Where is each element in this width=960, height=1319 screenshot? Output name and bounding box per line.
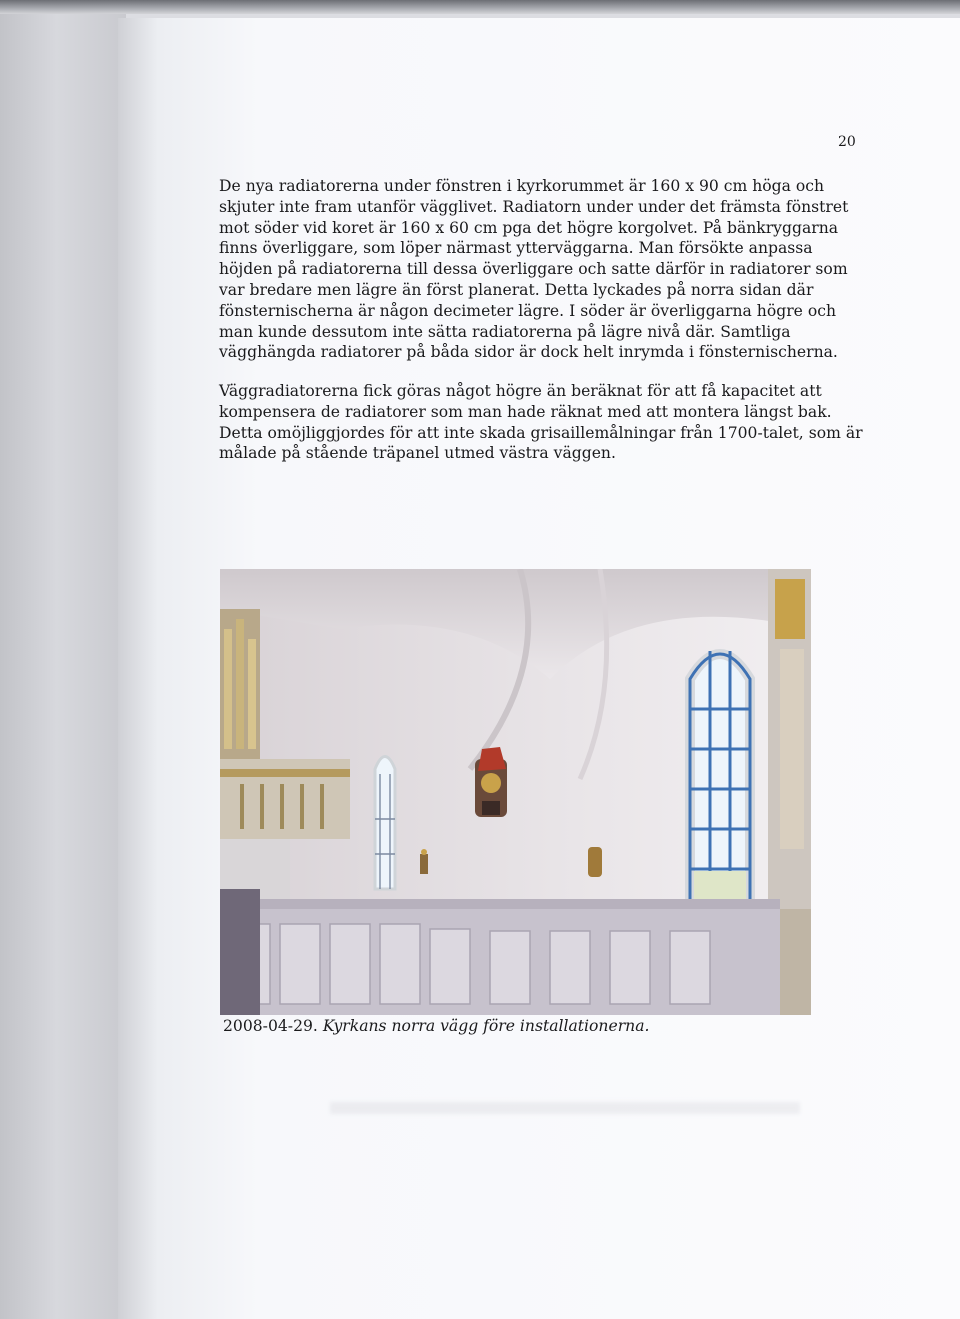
page-number: 20 (838, 134, 856, 150)
caption-date: 2008-04-29. (223, 1017, 318, 1035)
scan-top-edge (0, 0, 960, 14)
bleed-through-shadow (330, 1102, 800, 1114)
book-spine-shadow (0, 14, 126, 1319)
small-sconce-left (420, 849, 428, 874)
paragraph-wall-radiators: Väggradiatorerna fick göras något högre än beräknat för att få kapacitet att kompensera de radiatorer som man hade räknat med att montera längst bak. Detta omöjliggjordes för att inte skada grisaillemålningar från 1700-talet, som är målade på stående träpanel utmed västra väggen. (219, 382, 863, 463)
small-sconce-right (588, 847, 602, 877)
church-interior-photo (220, 569, 811, 1015)
paragraph-radiators: De nya radiatorerna under fönstren i kyrkorummet är 160 x 90 cm höga och skjuter inte fram utanför vägglivet. Radiatorn under under det främsta fönstret mot söder vid koret är 160 x 60 cm pga det högre korgolvet. På bänkryggarna finns överliggare, som löper närmast ytterväggarna. Man försökte anpassa höjden på radiatorerna till dessa överliggare och satte därför in radiatorer som var bredare men lägre än först planerat. Detta lyckades på norra sidan där fönsternischerna är någon decimeter lägre. I söder är överliggarna högre och man kunde dessutom inte sätta radiatorerna på lägre nivå där. Samtliga vägghängda radiatorer på båda sidor är dock helt inrymda i fönsternischerna. (219, 177, 849, 362)
pews (220, 889, 780, 1015)
photo-caption (223, 1017, 649, 1035)
caption-text: Kyrkans norra vägg före installationerna. (322, 1017, 650, 1035)
